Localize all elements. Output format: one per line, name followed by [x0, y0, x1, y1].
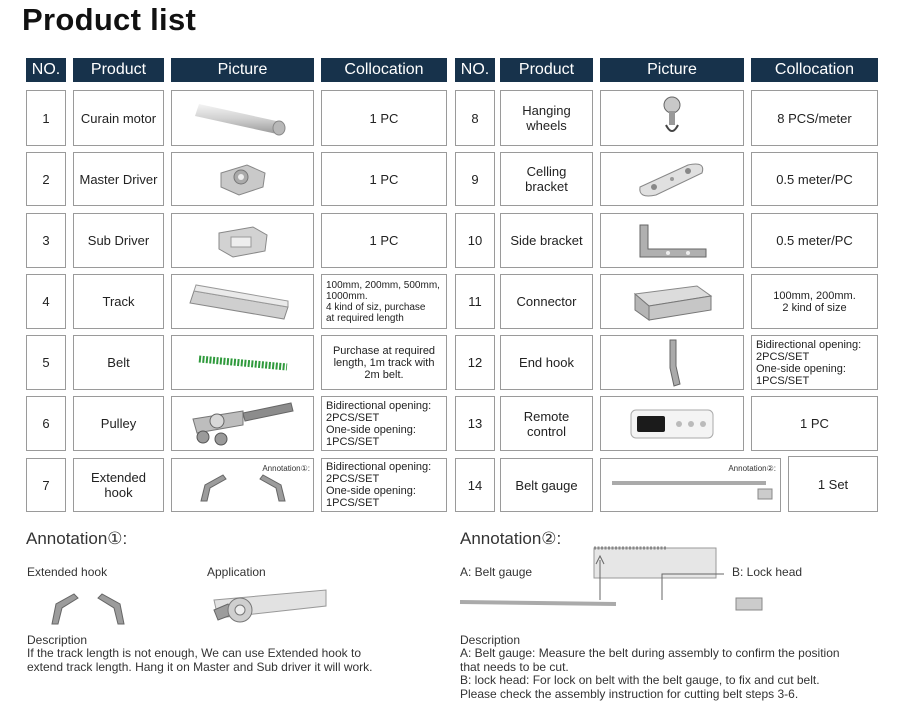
belt-gauge-diagram: [456, 540, 776, 625]
row-number: 12: [455, 335, 495, 390]
side-bracket-picture: [600, 213, 744, 268]
product-name: Connector: [500, 274, 593, 329]
collocation-value: 1 PC: [751, 396, 878, 451]
application-label: Application: [207, 565, 266, 579]
header-product: Product: [500, 58, 593, 82]
description-line: B: lock head: For lock on belt with the belt gauge, to fix and cut belt.: [460, 673, 820, 687]
annotation-2-tag: Annotation②:: [728, 464, 776, 473]
product-name: Extended hook: [73, 458, 164, 512]
row-number: 7: [26, 458, 66, 512]
row-number: 14: [455, 458, 495, 512]
belt-gauge-label: A: Belt gauge: [460, 565, 533, 579]
description-line: Please check the assembly instruction for cutting belt steps 3-6.: [460, 686, 799, 701]
row-number: 4: [26, 274, 66, 329]
product-name: Side bracket: [500, 213, 593, 268]
header-no: NO.: [26, 58, 66, 82]
row-number: 10: [455, 213, 495, 268]
header-no: NO.: [455, 58, 495, 82]
end-hook-picture: [600, 335, 744, 390]
master-driver-picture: [171, 152, 314, 206]
connector-picture: [600, 274, 744, 329]
collocation-value: 1 PC: [321, 213, 447, 268]
row-number: 5: [26, 335, 66, 390]
product-name: Pulley: [73, 396, 164, 451]
product-name: Hanging wheels: [500, 90, 593, 146]
product-name: End hook: [500, 335, 593, 390]
annotation-2-description-title: Description: [460, 633, 521, 647]
product-name: Celling bracket: [500, 152, 593, 206]
product-name: Belt gauge: [500, 458, 593, 512]
annotation-2-description: [460, 647, 840, 701]
sub-driver-picture: [171, 213, 314, 268]
collocation-value: 8 PCS/meter: [751, 90, 878, 146]
collocation-value: 0.5 meter/PC: [751, 213, 878, 268]
celling-bracket-picture: [600, 152, 744, 206]
product-name: Master Driver: [73, 152, 164, 206]
collocation-value: 100mm, 200mm. 2 kind of size: [751, 274, 878, 329]
collocation-value: 0.5 meter/PC: [751, 152, 878, 206]
annotation-2-title: Annotation②:: [460, 529, 562, 548]
pulley-picture: [171, 396, 314, 451]
collocation-value: 100mm, 200mm, 500mm, 1000mm. 4 kind of siz, purchase at required length: [321, 274, 447, 329]
row-number: 11: [455, 274, 495, 329]
collocation-value: Bidirectional opening: 2PCS/SET One-side opening: 1PCS/SET: [751, 335, 878, 390]
collocation-value: 1 PC: [321, 152, 447, 206]
annotation-1-tag: Annotation①:: [262, 464, 310, 473]
product-name: Remote control: [500, 396, 593, 451]
track-picture: [171, 274, 314, 329]
collocation-value: 1 PC: [321, 90, 447, 146]
row-number: 13: [455, 396, 495, 451]
row-number: 9: [455, 152, 495, 206]
annotation-1-description: [27, 647, 373, 674]
row-number: 3: [26, 213, 66, 268]
description-line: A: Belt gauge: Measure the belt during assembly to confirm the position: [460, 646, 840, 660]
product-name: Track: [73, 274, 164, 329]
extended-hook-image: [48, 588, 128, 633]
collocation-value: 1 Set: [788, 456, 878, 512]
header-picture: Picture: [171, 58, 314, 82]
description-line: If the track length is not enough, We can use Extended hook to: [27, 646, 361, 660]
curtain-motor-picture: [171, 90, 314, 146]
collocation-value: Bidirectional opening: 2PCS/SET One-side opening: 1PCS/SET: [321, 396, 447, 451]
extended-hook-picture: [171, 458, 314, 512]
header-collocation: Collocation: [321, 58, 447, 82]
row-number: 8: [455, 90, 495, 146]
header-picture: Picture: [600, 58, 744, 82]
hanging-wheels-picture: [600, 90, 744, 146]
page-title: Product list: [22, 2, 197, 37]
application-image: [200, 584, 330, 635]
row-number: 1: [26, 90, 66, 146]
product-name: Curain motor: [73, 90, 164, 146]
description-line: that needs to be cut.: [460, 659, 569, 674]
belt-picture: [171, 335, 314, 390]
row-number: 6: [26, 396, 66, 451]
belt-gauge-picture: [600, 458, 781, 512]
description-line: extend track length. Hang it on Master and Sub driver it will work.: [27, 659, 373, 674]
extended-hook-label: Extended hook: [27, 565, 108, 579]
collocation-value: Purchase at required length, 1m track with 2m belt.: [321, 335, 447, 390]
annotation-1-description-title: Description: [27, 633, 88, 647]
product-name: Sub Driver: [73, 213, 164, 268]
collocation-value: Bidirectional opening: 2PCS/SET One-side opening: 1PCS/SET: [321, 458, 447, 512]
lock-head-label: B: Lock head: [732, 565, 803, 579]
annotation-1-title: Annotation①:: [26, 529, 128, 548]
remote-control-picture: [600, 396, 744, 451]
product-name: Belt: [73, 335, 164, 390]
header-collocation: Collocation: [751, 58, 878, 82]
row-number: 2: [26, 152, 66, 206]
header-product: Product: [73, 58, 164, 82]
